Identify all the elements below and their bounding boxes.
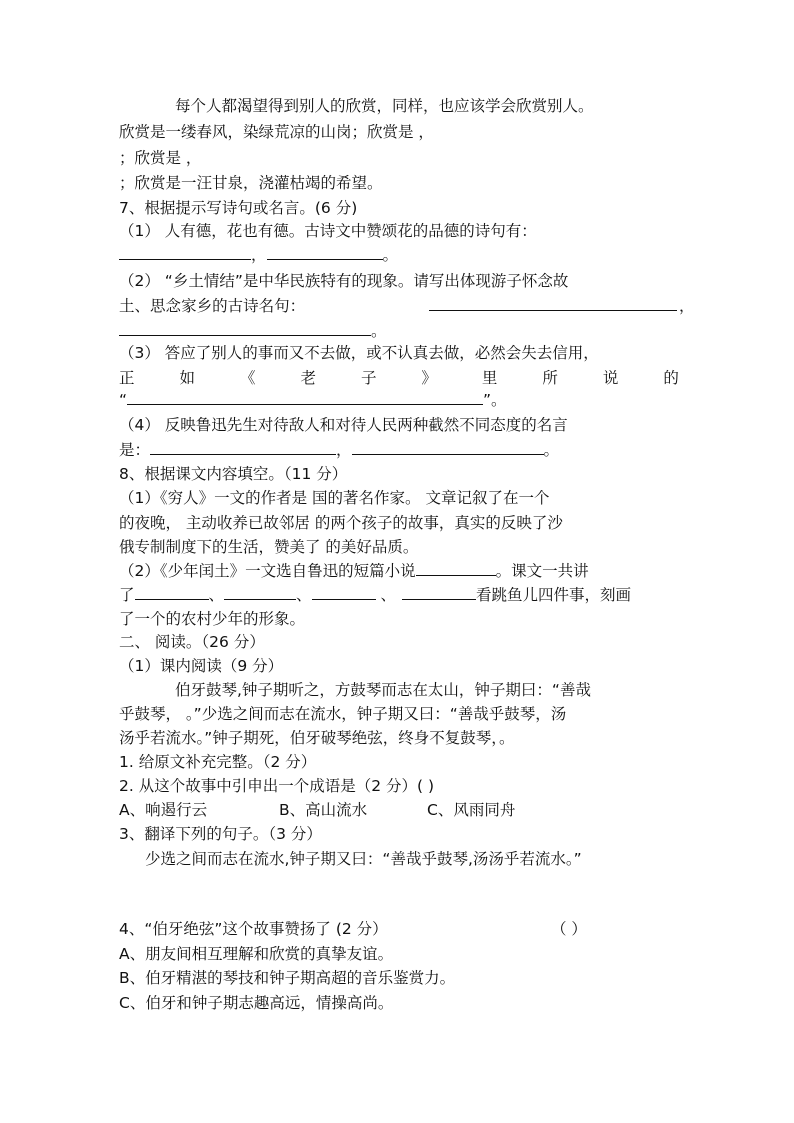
q7-s2-line-3: 。	[119, 319, 679, 343]
option-a[interactable]: A、响遏行云	[119, 801, 208, 819]
intro-line-2: 欣赏是一缕春风，染绿荒凉的山岗；欣赏是 ，	[119, 123, 434, 141]
q7-s3-line-2	[119, 366, 679, 390]
q7-s2-char: 古	[227, 297, 244, 315]
answer-blank[interactable]	[402, 584, 476, 600]
answer-blank[interactable]	[429, 295, 677, 311]
q7-s3-char: 的	[663, 369, 679, 387]
reading-q2: 2. 从这个故事中引申出一个成语是（2 分）( )	[119, 777, 435, 795]
intro-line-3: ；欣赏是 ，	[119, 149, 202, 167]
q7-s3-char: 》	[421, 369, 437, 387]
intro-line-1: 每个人都渴望得到别人的欣赏，同样，也应该学会欣赏别人。	[175, 97, 594, 115]
reading-q4: 4、“伯牙绝弦”这个故事赞扬了 (2 分） （ ）	[119, 917, 679, 941]
reading-q4-option-b[interactable]: B、伯牙精湛的琴技和钟子期高超的音乐鉴赏力。	[119, 969, 456, 987]
q7-s2-char: 家	[181, 297, 197, 315]
answer-blank[interactable]	[127, 389, 483, 405]
q7-s2-char: 思	[150, 297, 166, 315]
q7-s3-char: 说	[602, 369, 619, 387]
q7-s3-char: 如	[179, 369, 195, 387]
answer-blank[interactable]	[135, 584, 209, 600]
q7-s2-char: ：	[289, 297, 306, 315]
reading-q2-options	[119, 798, 679, 822]
q7-title: 7、根据提示写诗句或名言。(6 分)	[119, 199, 358, 217]
reading-q3: 3、翻译下列的句子。（3 分）	[119, 825, 322, 843]
q7-s2-char: 句	[274, 297, 290, 315]
q7-s3-char: 正	[119, 369, 135, 387]
part2-title: 二、 阅读。（26 分）	[119, 633, 265, 651]
answer-blank[interactable]	[224, 584, 296, 600]
q7-s2-char: 的	[212, 297, 228, 315]
answer-blank[interactable]	[119, 244, 251, 260]
answer-blank[interactable]	[312, 584, 376, 600]
q7-s3-char: 子	[360, 369, 377, 387]
option-c[interactable]: C、风雨同舟	[427, 801, 516, 819]
q7-s2-char: 土	[119, 297, 135, 315]
q7-s3-line-3: “ ”。	[119, 391, 507, 409]
q7-s2-line-2: 土、思念家乡的古诗名句： ，	[119, 294, 679, 318]
answer-blank[interactable]	[352, 439, 544, 455]
passage-line-3: 汤乎若流水。”钟子期死，伯牙破琴绝弦，终身不复鼓琴，。	[119, 729, 515, 747]
q7-s1-answer-line: ， 。	[119, 243, 679, 267]
q7-s3-char: 里	[481, 369, 498, 387]
answer-parentheses[interactable]: （ ）	[551, 920, 587, 938]
q8-p2-line-2: 了 、 、 、 看跳鱼儿四件事，刻画	[119, 586, 631, 604]
q7-s2-char: 诗	[243, 297, 259, 315]
q7-s3-line-1: （3） 答应了别人的事而又不去做，或不认真去做，必然会失去信用，	[119, 344, 599, 362]
answer-blank[interactable]	[150, 439, 336, 455]
q7-s4-line-2: 是： ， 。	[119, 441, 560, 459]
q8-p1-line-2: 的夜晚， 主动收养已故邻居 的两个孩子的故事，真实的反映了沙	[119, 514, 563, 532]
q7-s2-char: 念	[165, 297, 182, 315]
q8-p2-line-1: （2）《少年闰土》一文选自鲁迅的短篇小说 。课文一共讲	[119, 562, 589, 580]
answer-blank[interactable]	[267, 244, 383, 260]
answer-blank[interactable]	[119, 320, 371, 336]
reading-q3-sentence: 少选之间而志在流水,钟子期又曰：“善哉乎鼓琴,汤汤乎若流水。”	[145, 850, 582, 868]
q7-s2-char: 、	[134, 297, 151, 315]
q7-s3-char: 老	[300, 369, 316, 387]
q8-title: 8、根据课文内容填空。（11 分）	[119, 465, 348, 483]
q8-p1-line-3: 俄专制制度下的生活，赞美了 的美好品质。	[119, 538, 419, 556]
reading-q1: 1. 给原文补充完整。（2 分）	[119, 753, 317, 771]
reading-q4-option-c[interactable]: C、伯牙和钟子期志趣高远，情操高尚。	[119, 994, 394, 1012]
answer-blank[interactable]	[416, 560, 496, 576]
q8-p1-line-1: （1）《穷人》一文的作者是 国的著名作家。 文章记叙了在一个	[119, 489, 550, 507]
q7-s3-char: 《	[239, 369, 256, 387]
q8-p2-line-3: 了一个的农村少年的形象。	[119, 610, 306, 628]
q7-s2-line-1: （2） “乡土情结”是中华民族特有的现象。请写出体现游子怀念故	[119, 272, 569, 290]
passage-line-1: 伯牙鼓琴,钟子期听之，方鼓琴而志在太山，钟子期曰：“善哉	[175, 681, 591, 699]
intro-line-4: ；欣赏是一汪甘泉，浇灌枯竭的希望。	[119, 174, 383, 192]
part2-subtitle: （1）课内阅读（9 分）	[119, 657, 284, 675]
option-b[interactable]: B、高山流水	[279, 801, 368, 819]
reading-q4-option-a[interactable]: A、朋友间相互理解和欣赏的真挚友谊。	[119, 945, 394, 963]
passage-line-2: 乎鼓琴， 。”少选之间而志在流水，钟子期又曰：“善哉乎鼓琴，汤	[119, 705, 567, 723]
q7-s4-line-1: （4） 反映鲁迅先生对待敌人和对待人民两种截然不同态度的名言	[119, 416, 568, 434]
q7-s2-char: 乡	[196, 297, 213, 315]
q7-s1-line: （1） 人有德，花也有德。古诗文中赞颂花的品德的诗句有：	[119, 222, 537, 240]
q7-s3-char: 所	[542, 369, 558, 387]
q7-s2-char: 名	[258, 297, 275, 315]
